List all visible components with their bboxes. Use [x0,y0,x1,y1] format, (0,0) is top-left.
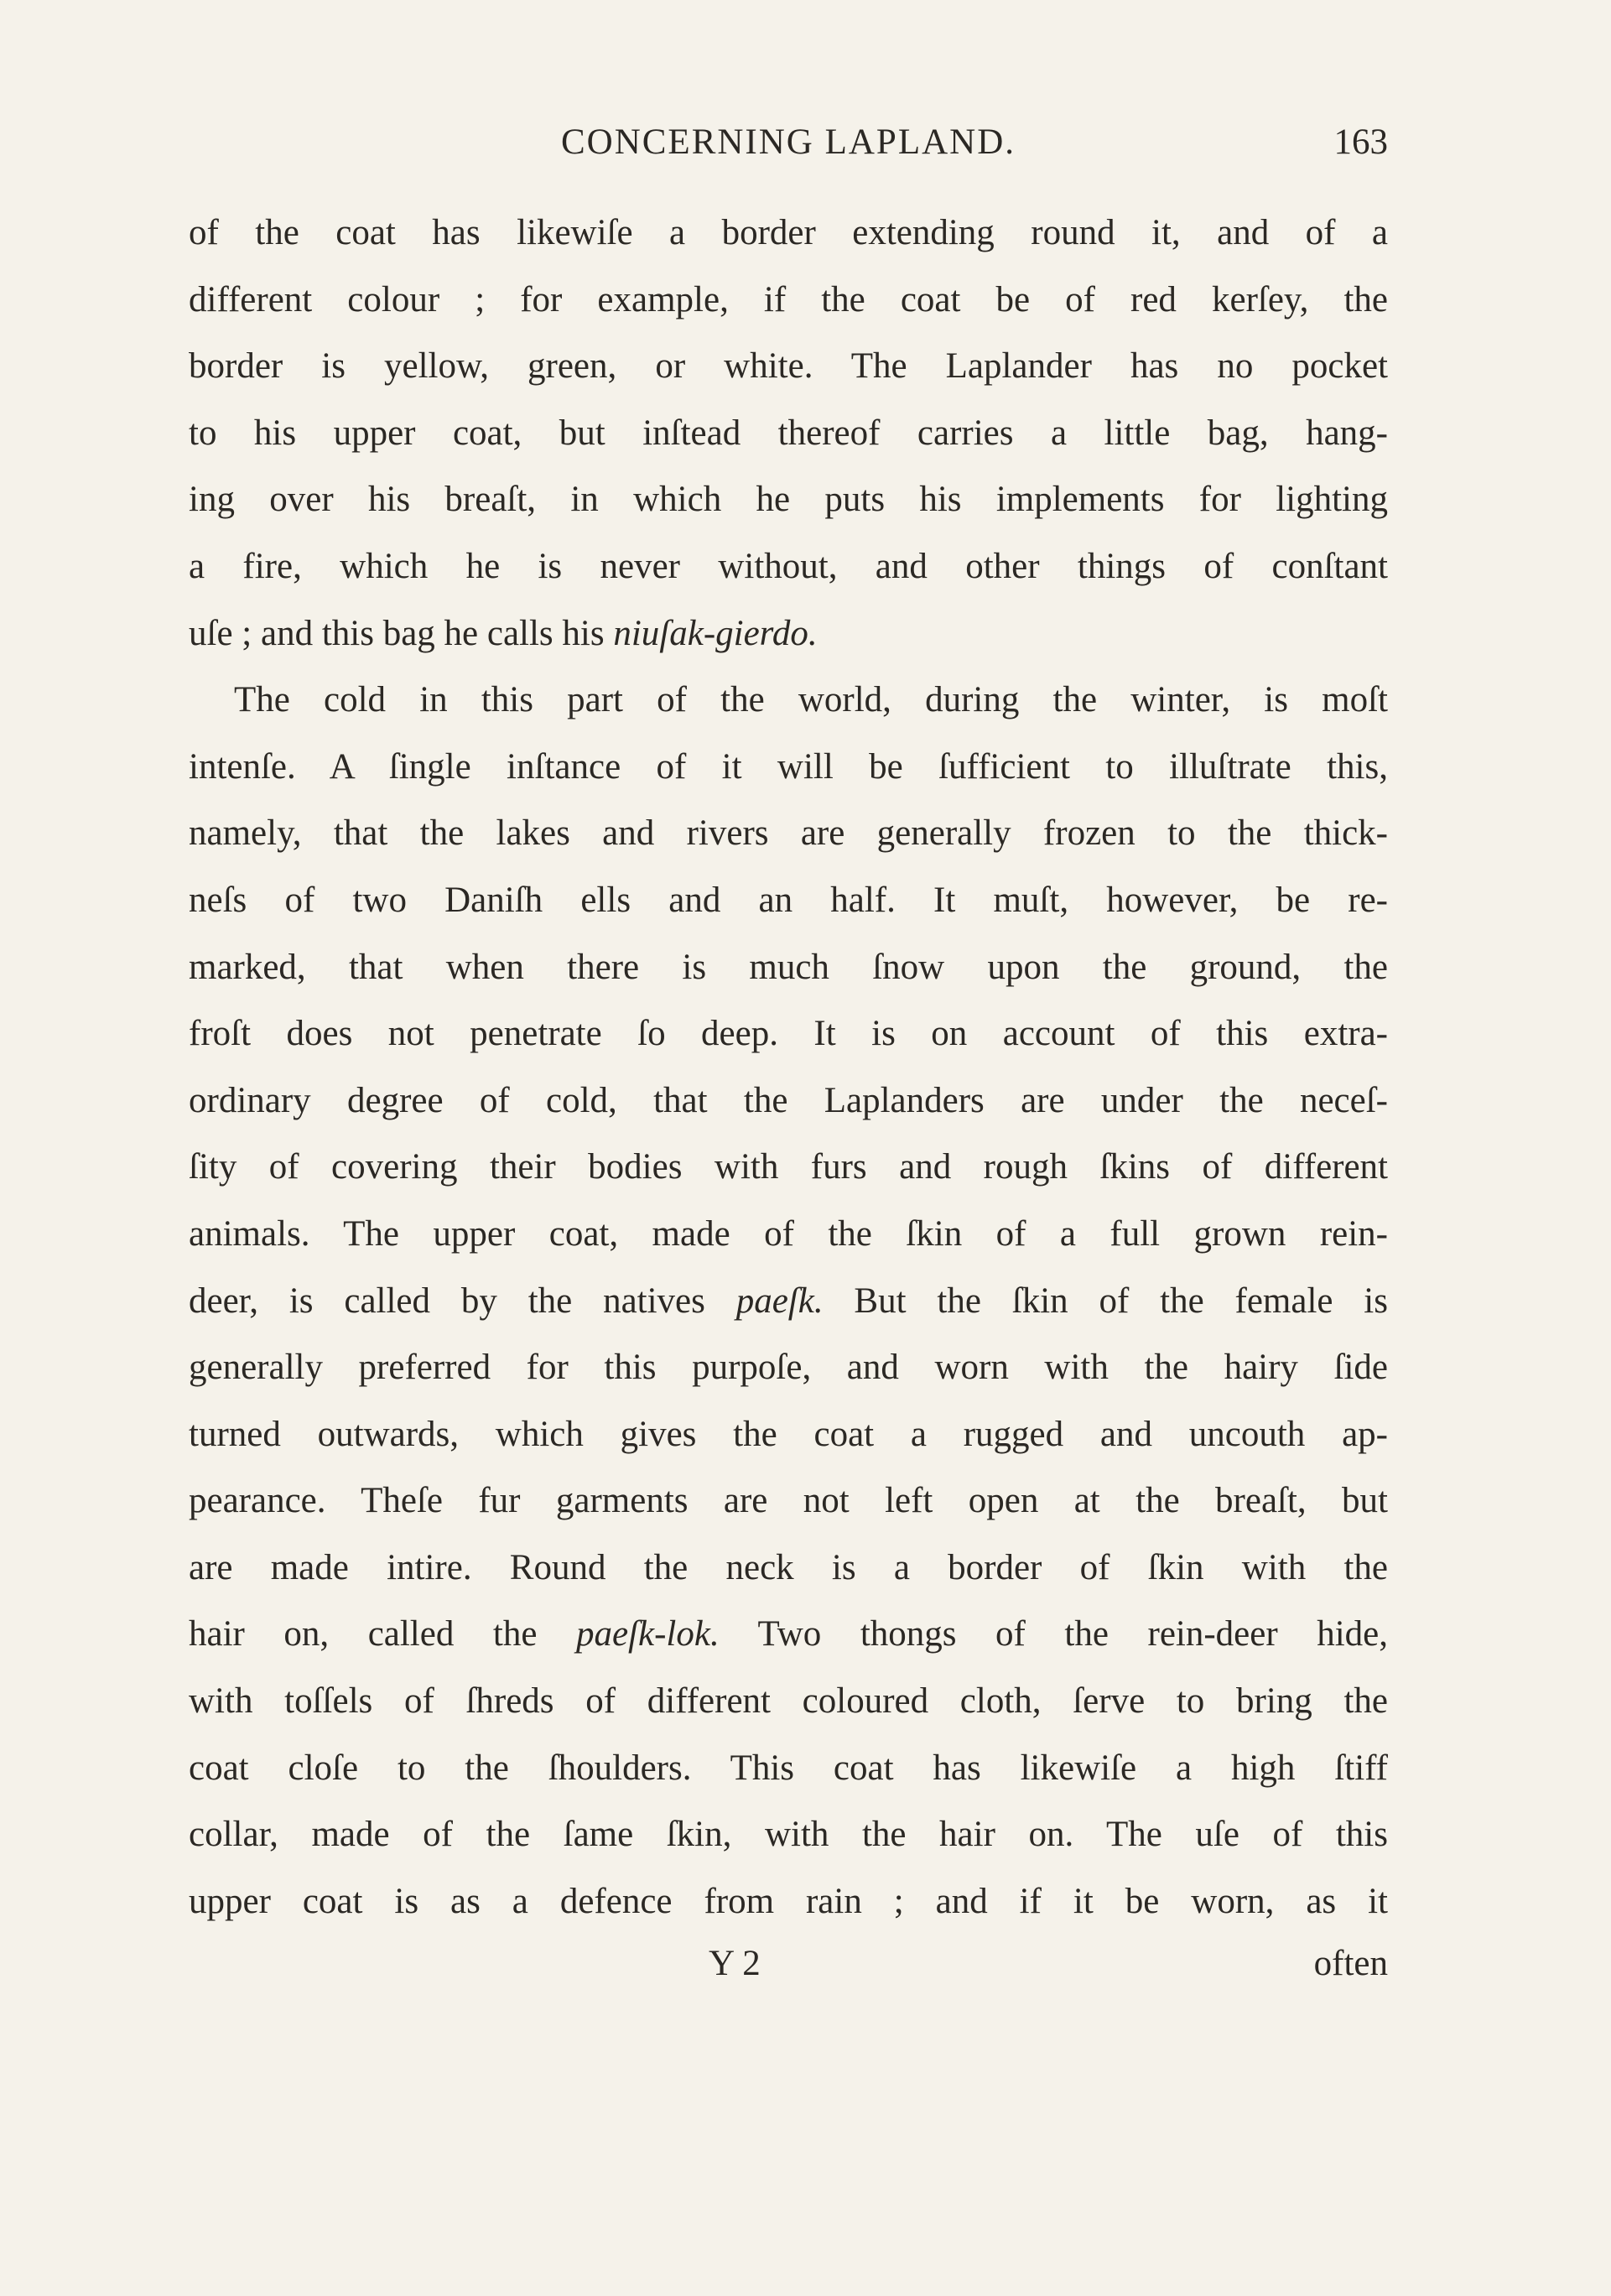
running-head [189,117,1388,168]
text-line: collar, made of the ſame ſkin, with the hair on. The uſe of this [189,1815,1388,1855]
body-text [189,200,1388,1935]
lapp-term: niuſak-gierdo. [613,613,818,653]
text-line: ing over his breaſt, in which he puts his implements for lighting [189,480,1388,520]
text-line: namely, that the lakes and rivers are generally frozen to the thick- [189,813,1388,854]
text-line [189,1601,1388,1668]
text-segment: deer, is called by the natives [189,1280,736,1321]
text-line: generally preferred for this purpoſe, and worn with the hairy ſide [189,1348,1388,1388]
text-segment: But the ſkin of the female is [823,1280,1388,1321]
text-line: are made intire. Round the neck is a border of ſkin with the [189,1547,1388,1587]
text-line: to his upper coat, but inſtead thereof carries a little bag, hang- [189,413,1388,453]
text-line: border is yellow, green, or white. The Laplander has no pocket [189,346,1388,387]
text-segment: hair on, called the [189,1614,576,1654]
text-line: a fire, which he is never without, and other things of conſtant [189,546,1388,586]
text-segment: Two thongs of the rein-deer hide, [719,1614,1388,1654]
catchword: often [1313,1944,1388,1983]
signature-mark: Y 2 [709,1944,761,1983]
page-footer [189,1930,1388,1997]
text-line: animals. The upper coat, made of the ſkin of a full grown rein- [189,1213,1388,1254]
text-line: marked, that when there is much ſnow upon the ground, the [189,947,1388,987]
text-line: neſs of two Daniſh ells and an half. It muſt, however, be re- [189,880,1388,920]
lapp-term: paeſk-lok. [575,1614,720,1654]
text-line: ordinary degree of cold, that the Laplanders are under the neceſ- [189,1080,1388,1120]
text-line [189,1268,1388,1335]
text-line: The cold in this part of the world, during the winter, is moſt [234,680,1388,720]
running-title: CONCERNING LAPLAND. [560,122,1016,162]
text-line: upper coat is as a defence from rain ; and if it be worn, as it [189,1881,1388,1921]
text-line: different colour ; for example, if the coat be of red kerſey, the [189,279,1388,319]
lapp-term: paeſk. [735,1280,824,1321]
text-line: intenſe. A ſingle inſtance of it will be ſufficient to illuſtrate this, [189,746,1388,787]
text-line: turned outwards, which gives the coat a rugged and uncouth ap- [189,1414,1388,1454]
text-line: pearance. Theſe fur garments are not left open at the breaſt, but [189,1481,1388,1521]
text-line: of the coat has likewiſe a border extending round it, and of a [189,213,1388,252]
text-segment: uſe ; and this bag he calls his [189,613,614,653]
text-line: coat cloſe to the ſhoulders. This coat has likewiſe a high ſtiff [189,1748,1388,1788]
text-line: froſt does not penetrate ſo deep. It is on account of this extra- [189,1014,1388,1054]
page-number: 163 [1333,122,1388,162]
text-line [189,600,1388,668]
text-line: with toſſels of ſhreds of different coloured cloth, ſerve to bring the [189,1681,1388,1722]
text-line: ſity of covering their bodies with furs and rough ſkins of different [189,1147,1388,1187]
